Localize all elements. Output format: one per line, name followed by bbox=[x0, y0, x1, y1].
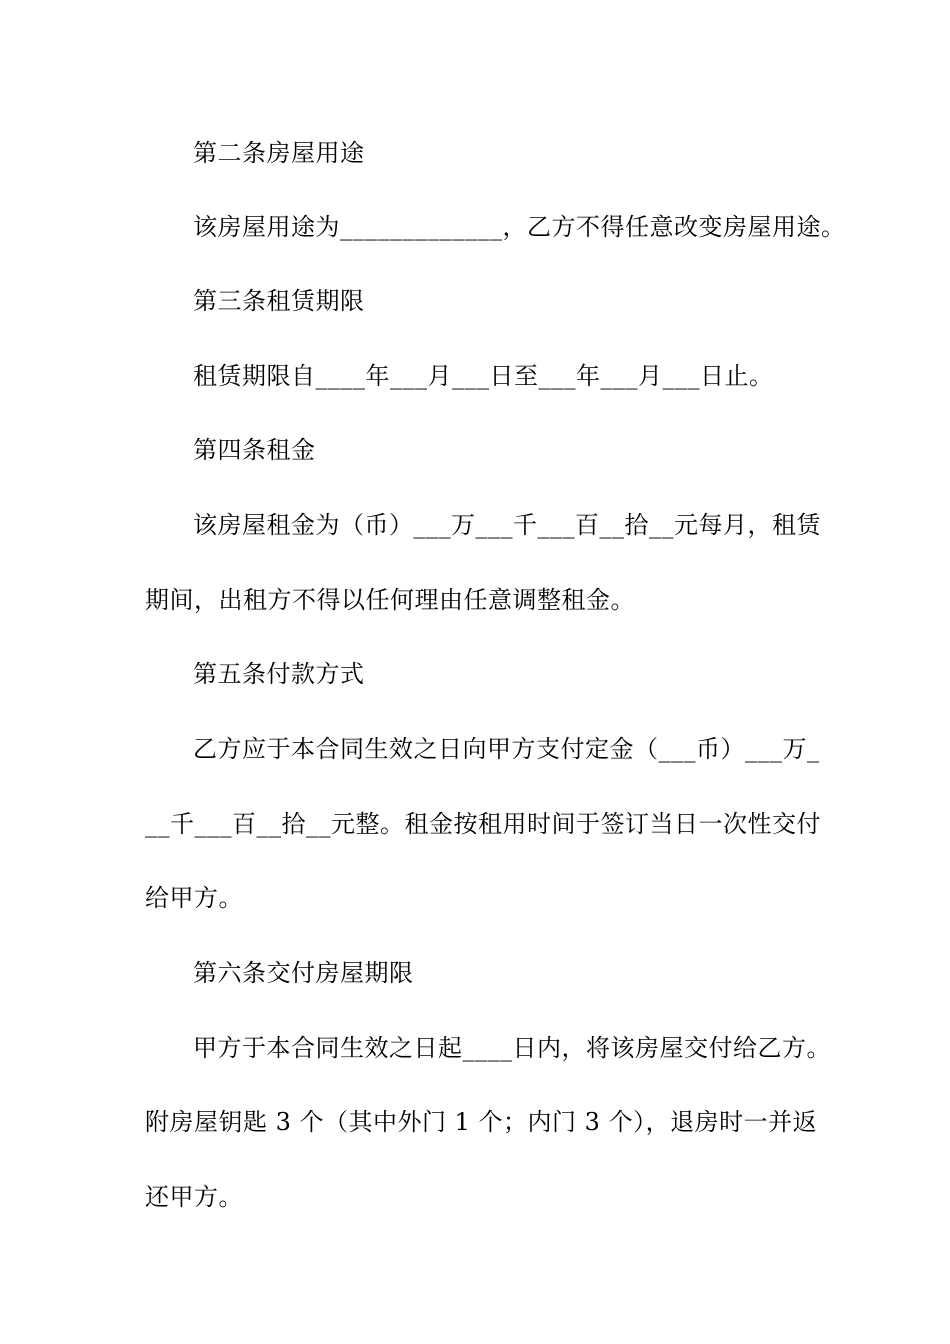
article-4-text-line-2: 期间，出租方不得以任何理由任意调整租金。 bbox=[145, 586, 635, 614]
article-4-heading: 第四条租金 bbox=[193, 436, 316, 464]
article-5-text-line-3: 给甲方。 bbox=[145, 884, 243, 912]
article-5-heading: 第五条付款方式 bbox=[193, 660, 365, 688]
article-4-text-line-1: 该房屋租金为（币）___万___千___百__拾__元每月，租赁 bbox=[193, 511, 821, 539]
article-2-heading: 第二条房屋用途 bbox=[193, 139, 365, 167]
article-6-text-line-3: 还甲方。 bbox=[145, 1183, 243, 1211]
article-6-heading: 第六条交付房屋期限 bbox=[193, 959, 414, 987]
article-6-text-line-2: 附房屋钥匙 3 个（其中外门 1 个；内门 3 个），退房时一并返 bbox=[145, 1108, 818, 1136]
article-6-text-line-1: 甲方于本合同生效之日起____日内，将该房屋交付给乙方。 bbox=[193, 1034, 831, 1062]
article-5-text-line-1: 乙方应于本合同生效之日向甲方支付定金（___币）___万_ bbox=[193, 735, 820, 763]
article-3-heading: 第三条租赁期限 bbox=[193, 287, 365, 315]
article-5-text-line-2: __千___百__拾__元整。租金按租用时间于签订当日一次性交付 bbox=[145, 810, 821, 838]
article-2-text: 该房屋用途为_____________，乙方不得任意改变房屋用途。 bbox=[193, 213, 846, 241]
article-3-text: 租赁期限自____年___月___日至___年___月___日止。 bbox=[193, 362, 774, 390]
